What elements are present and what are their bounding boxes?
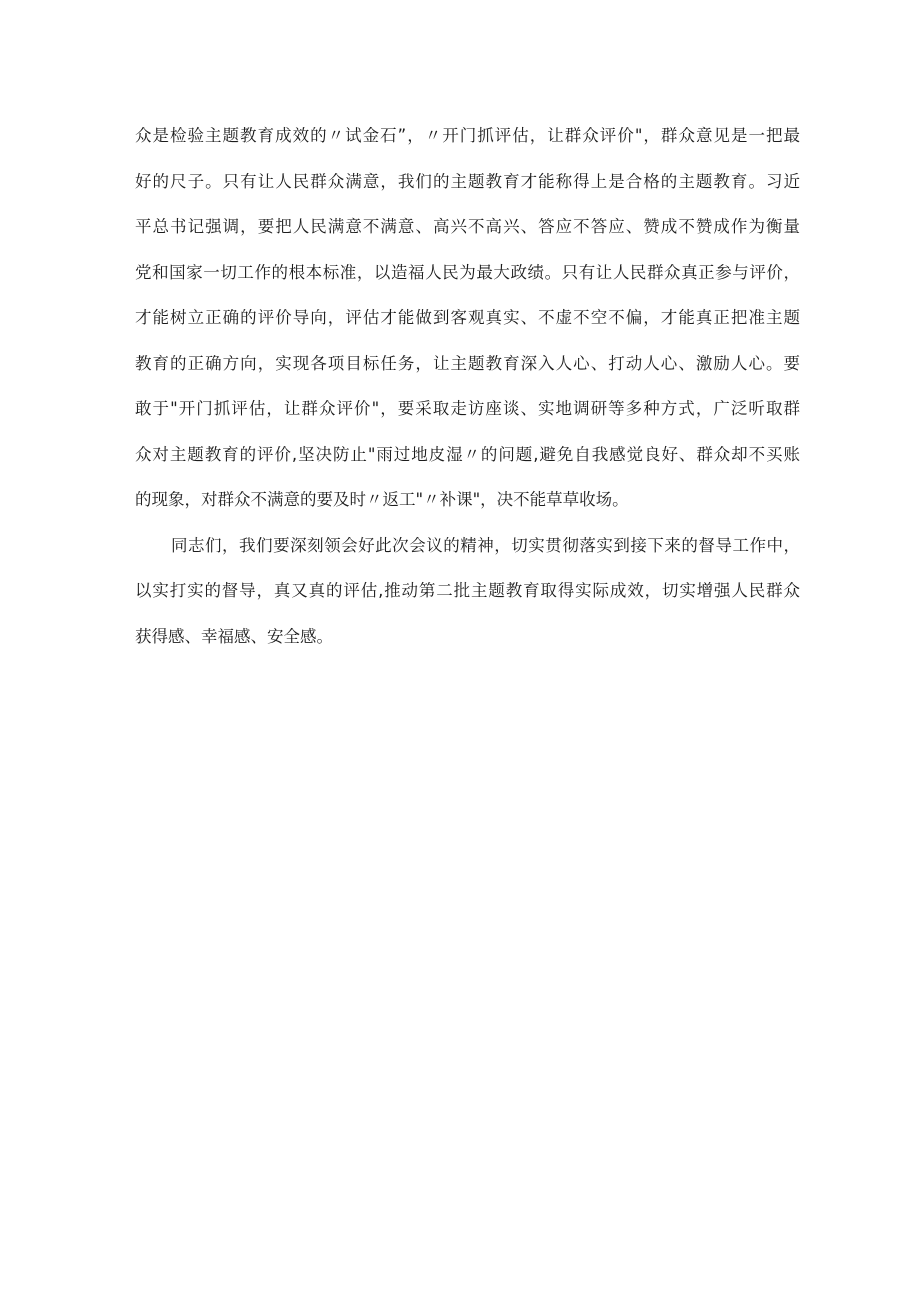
paragraph-2-line-2: 以实打实的督导，真又真的评估,推动第二批主题教育取得实际成效，切实增强人民群众	[135, 581, 800, 600]
paragraph-2-line-1: 同志们，我们要深刻领会好此次会议的精神，切实贯彻落实到接下来的督导工作中，	[171, 535, 800, 555]
paragraph-1-line-2: 好的尺子。只有让人民群众满意，我们的主题教育才能称得上是合格的主题教育。习近	[135, 171, 800, 191]
paragraph-1-line-4: 党和国家一切工作的根本标准，以造福人民为最大政绩。只有让人民群众真正参与评价，	[135, 262, 800, 282]
paragraph-1-line-7: 敢于"开门抓评估，让群众评价"，要采取走访座谈、实地调研等多种方式，广泛听取群	[135, 399, 800, 418]
paragraph-1-line-1: 众是检验主题教育成效的〃试金石”，〃开门抓评估，让群众评价"，群众意见是一把最	[135, 126, 800, 145]
paragraph-1-line-5: 才能树立正确的评价导向，评估才能做到客观真实、不虚不空不偏，才能真正把准主题	[135, 308, 800, 327]
paragraph-1	[135, 113, 800, 523]
paragraph-2-line-3: 获得感、幸福感、安全感。	[135, 626, 333, 646]
paragraph-1-line-6: 教育的正确方向，实现各项目标任务，让主题教育深入人心、打动人心、激励人心。要	[135, 353, 800, 373]
paragraph-1-line-3: 平总书记强调，要把人民满意不满意、高兴不高兴、答应不答应、赞成不赞成作为衡量	[135, 217, 800, 236]
paragraph-1-line-8: 众对主题教育的评价,坚决防止"雨过地皮湿〃的问题,避免自我感觉良好、群众却不买账	[135, 444, 800, 464]
document-body	[135, 113, 800, 659]
paragraph-2	[135, 523, 800, 660]
paragraph-1-line-9: 的现象，对群众不满意的要及时〃返工"〃补课"，决不能草草收场。	[135, 490, 629, 509]
